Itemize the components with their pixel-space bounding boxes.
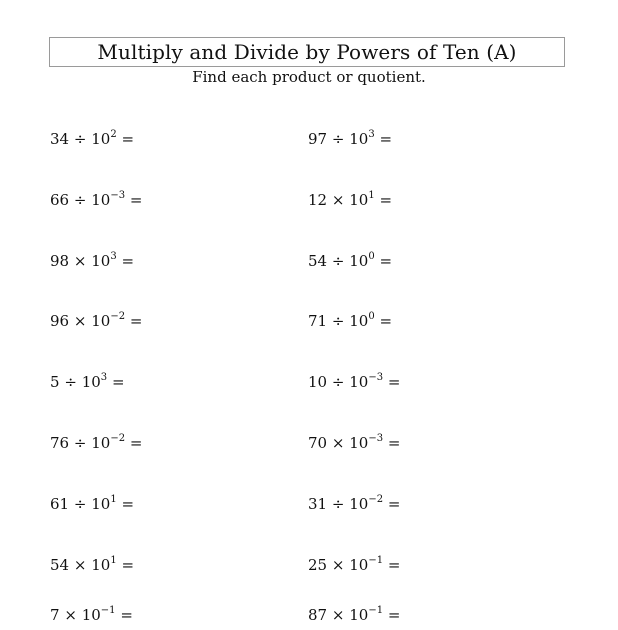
problem-5: $98 \times 10^3$ = — [50, 251, 135, 270]
problem-2: $97 \div 10^3$ = — [308, 129, 393, 148]
problem-1: $34 \div 10^2$ = — [50, 129, 135, 148]
problem-9: $5 \div 10^3$ = — [50, 372, 125, 391]
problem-3: $66 \div 10^{-3}$ = — [50, 190, 143, 209]
problem-16: $25 \times 10^{-1}$ = — [308, 555, 401, 574]
problem-10: $10 \div 10^{-3}$ = — [308, 372, 401, 391]
problem-14: $31 \div 10^{-2}$ = — [308, 494, 401, 513]
problem-11: $76 \div 10^{-2}$ = — [50, 433, 143, 452]
problem-13: $61 \div 10^1$ = — [50, 494, 135, 513]
worksheet-title — [49, 37, 565, 67]
problem-8: $71 \div 10^0$ = — [308, 311, 393, 330]
problem-6: $54 \div 10^0$ = — [308, 251, 393, 270]
problem-17: $7 \times 10^{-1}$ = — [50, 605, 133, 624]
problem-18: $87 \times 10^{-1}$ = — [308, 605, 401, 624]
worksheet-instructions: Find each product or quotient. — [192, 68, 426, 86]
worksheet-title-text: Multiply and Divide by Powers of Ten (A) — [97, 40, 517, 64]
problem-12: $70 \times 10^{-3}$ = — [308, 433, 401, 452]
problem-7: $96 \times 10^{-2}$ = — [50, 311, 143, 330]
problem-15: $54 \times 10^1$ = — [50, 555, 135, 574]
problem-4: $12 \times 10^1$ = — [308, 190, 393, 209]
